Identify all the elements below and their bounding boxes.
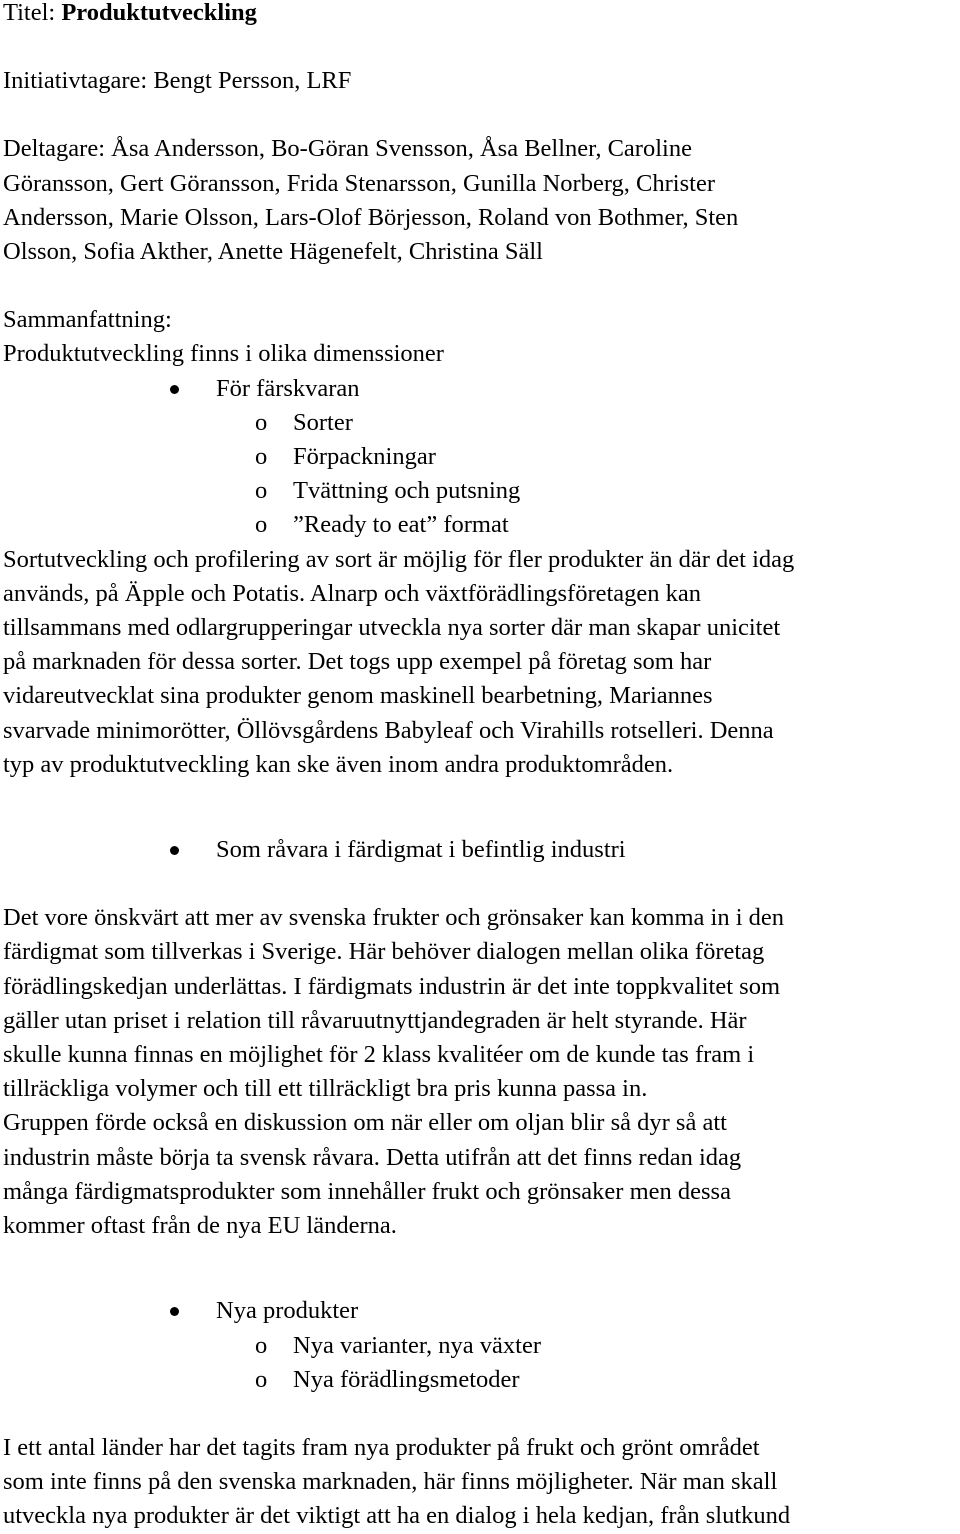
paragraph-line: utveckla nya produkter är det viktigt att ha en dialog i hela kedjan, från slutkund xyxy=(3,1502,791,1530)
paragraph-line: på marknaden för dessa sorter. Det togs upp exempel på företag som har xyxy=(3,648,712,676)
section-paragraph xyxy=(3,543,958,782)
bullet-label: Nya produkter xyxy=(216,1297,359,1325)
paragraph-line: förädlingskedjan underlättas. I färdigmats industrin är det inte toppkvalitet som xyxy=(3,972,781,1000)
paragraph-line: kommer oftast från de nya EU länderna. xyxy=(3,1212,397,1240)
circle-bullet-icon: o xyxy=(255,408,268,436)
paragraph-line: typ av produktutveckling kan ske även inom andra produktområden. xyxy=(3,750,674,778)
bullet-item xyxy=(3,372,958,406)
participants-line: Andersson, Marie Olsson, Lars-Olof Börjesson, Roland von Bothmer, Sten xyxy=(3,203,739,231)
circle-bullet-icon: o xyxy=(255,477,268,505)
sub-item-label: ”Ready to eat” format xyxy=(293,511,509,539)
bullet-item xyxy=(3,833,958,867)
participants-line: Olsson, Sofia Akther, Anette Hägenefelt, Christina Säll xyxy=(3,238,543,266)
participants-line: Deltagare: Åsa Andersson, Bo-Göran Svensson, Åsa Bellner, Caroline xyxy=(3,135,692,163)
paragraph-line: som inte finns på den svenska marknaden, här finns möjligheter. När man skall xyxy=(3,1468,778,1496)
bullet-item xyxy=(3,1294,958,1328)
sub-item-label: Nya förädlingsmetoder xyxy=(293,1365,520,1393)
circle-bullet-icon: o xyxy=(255,1365,268,1393)
paragraph-line: vidareutvecklat sina produkter genom maskinell bearbetning, Mariannes xyxy=(3,682,713,710)
paragraph-line: tillräckliga volymer och till ett tillräckligt bra pris kunna passa in. xyxy=(3,1075,648,1103)
sub-item-label: Tvättning och putsning xyxy=(293,477,521,505)
bullet-label: För färskvaran xyxy=(216,374,360,402)
sub-item xyxy=(3,406,958,440)
bullet-dot-icon xyxy=(170,385,179,394)
paragraph-line: skulle kunna finnas en möjlighet för 2 klass kvalitéer om de kunde tas fram i xyxy=(3,1041,755,1069)
paragraph-line: färdigmat som tillverkas i Sverige. Här behöver dialogen mellan olika företag xyxy=(3,938,765,966)
sub-item xyxy=(3,440,958,474)
title-value: Produktutveckling xyxy=(61,0,257,26)
bullet-dot-icon xyxy=(170,846,179,855)
title-line xyxy=(3,0,958,30)
summary-intro: Produktutveckling finns i olika dimenssioner xyxy=(3,340,444,368)
section-new-products xyxy=(3,1294,958,1533)
participants-block xyxy=(3,132,958,269)
section-fresh-produce xyxy=(3,372,958,782)
paragraph-line: används, på Äpple och Potatis. Alnarp och växtförädlingsföretagen kan xyxy=(3,579,702,607)
sub-item xyxy=(3,1329,958,1363)
circle-bullet-icon: o xyxy=(255,443,268,471)
sub-item xyxy=(3,474,958,508)
paragraph-line: Det vore önskvärt att mer av svenska frukter och grönsaker kan komma in i den xyxy=(3,904,785,932)
bullet-dot-icon xyxy=(170,1307,179,1316)
participants-line: Göransson, Gert Göransson, Frida Stenarsson, Gunilla Norberg, Christer xyxy=(3,169,715,197)
sub-item xyxy=(3,1363,958,1397)
section-paragraph xyxy=(3,1431,958,1534)
sub-item-label: Nya varianter, nya växter xyxy=(293,1331,541,1359)
paragraph-line: Gruppen förde också en diskussion om när eller om oljan blir så dyr så att xyxy=(3,1109,727,1137)
document xyxy=(3,0,958,1534)
paragraph-line: gäller utan priset i relation till råvaruutnyttjandegraden är helt styrande. Här xyxy=(3,1006,747,1034)
title-label: Titel: xyxy=(3,0,62,26)
paragraph-line: svarvade minimorötter, Öllövsgårdens Babyleaf och Virahills rotselleri. Denna xyxy=(3,716,774,744)
initiator-line: Initiativtagare: Bengt Persson, LRF xyxy=(3,67,352,95)
summary-heading: Sammanfattning: xyxy=(3,306,172,334)
sub-item-label: Sorter xyxy=(293,408,353,436)
paragraph-line: tillsammans med odlargrupperingar utveckla nya sorter där man skapar unicitet xyxy=(3,614,781,642)
sub-item-label: Förpackningar xyxy=(293,443,436,471)
paragraph-line: industrin måste börja ta svensk råvara. Detta utifrån att det finns redan idag xyxy=(3,1143,742,1171)
bullet-label: Som råvara i färdigmat i befintlig industri xyxy=(216,836,626,864)
paragraph-line: I ett antal länder har det tagits fram nya produkter på frukt och grönt området xyxy=(3,1433,760,1461)
circle-bullet-icon: o xyxy=(255,1331,268,1359)
paragraph-line: många färdigmatsprodukter som innehåller frukt och grönsaker men dessa xyxy=(3,1177,731,1205)
paragraph-line: Sortutveckling och profilering av sort är möjlig för fler produkter än där det idag xyxy=(3,545,795,573)
sub-item xyxy=(3,508,958,542)
section-paragraph xyxy=(3,901,958,1243)
section-ready-meals xyxy=(3,833,958,1243)
circle-bullet-icon: o xyxy=(255,511,268,539)
